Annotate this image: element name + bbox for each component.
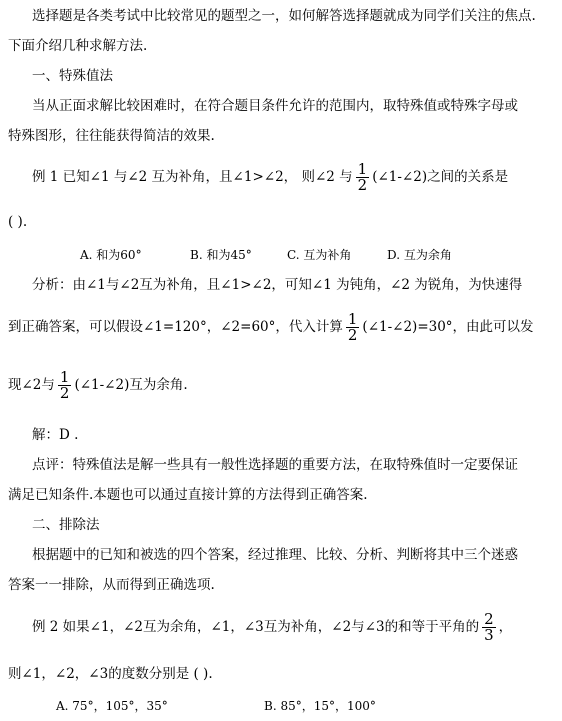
example1-option-b: B. 和为45°: [190, 248, 252, 262]
analysis-fraction-2: [58, 370, 72, 401]
example2-question: [32, 610, 512, 644]
analysis-line-2: [8, 310, 534, 344]
example1-fraction: [356, 162, 370, 193]
fraction-denominator: 2: [357, 176, 368, 194]
section1-desc-line-2: 特殊图形，往往能获得简洁的效果.: [8, 128, 215, 144]
section-heading-elimination: 二、排除法: [32, 517, 100, 533]
example1-text-after: (∠1-∠2)之间的关系是: [372, 169, 509, 185]
example1-paren: ( ).: [8, 214, 28, 230]
analysis-line-1: 分析：由∠1与∠2互为补角，且∠1>∠2，可知∠1 为钝角，∠2 为锐角，为快速得: [32, 277, 523, 293]
example2-option-b: B. 85°，15°，100°: [264, 699, 376, 713]
fraction-numerator: 1: [357, 160, 368, 178]
fraction-denominator: 3: [484, 626, 494, 644]
section1-desc-line-1: 当从正面求解比较困难时，在符合题目条件允许的范围内，取特殊值或特殊字母或: [32, 98, 518, 114]
comment-line-1: 点评：特殊值法是解一些具有一般性选择题的重要方法，在取特殊值时一定要保证: [32, 457, 518, 473]
example2-fraction: [482, 612, 496, 643]
intro-line-1: 选择题是各类考试中比较常见的题型之一，如何解答选择题就成为同学们关注的焦点.: [32, 8, 536, 24]
section-heading-special-value: 一、特殊值法: [32, 68, 113, 84]
example1-option-d: D. 互为余角: [387, 248, 452, 262]
example1-question: [32, 160, 508, 194]
example1-option-c: C. 互为补角: [287, 248, 352, 262]
example1-text-before: 例 1 已知∠1 与∠2 互为补角，且∠1>∠2， 则∠2 与: [32, 169, 353, 185]
intro-line-2: 下面介绍几种求解方法.: [8, 38, 148, 54]
analysis-fraction-1: [346, 312, 360, 343]
fraction-numerator: 1: [347, 310, 358, 328]
fraction-numerator: 2: [484, 610, 494, 628]
analysis-line-3-after: (∠1-∠2)互为余角.: [74, 377, 188, 393]
analysis-line-3: [8, 368, 188, 402]
comment-line-2: 满足已知条件.本题也可以通过直接计算的方法得到正确答案.: [8, 487, 368, 503]
fraction-denominator: 2: [59, 384, 70, 402]
fraction-denominator: 2: [347, 326, 358, 344]
analysis-line-2-before: 到正确答案，可以假设∠1=120°，∠2=60°，代入计算: [8, 319, 343, 335]
solution: 解：D .: [32, 427, 79, 443]
section2-desc-line-2: 答案一一排除，从而得到正确选项.: [8, 577, 215, 593]
example2-line-2: 则∠1，∠2，∠3的度数分别是 ( ).: [8, 666, 213, 682]
analysis-line-3-before: 现∠2与: [8, 377, 55, 393]
fraction-numerator: 1: [59, 368, 70, 386]
example2-option-a: A. 75°，105°，35°: [56, 699, 168, 713]
section2-desc-line-1: 根据题中的已知和被选的四个答案，经过推理、比较、分析、判断将其中三个迷惑: [32, 547, 518, 563]
example1-option-a: A. 和为60°: [80, 248, 142, 262]
example2-text-before: 例 2 如果∠1，∠2互为余角，∠1，∠3互为补角，∠2与∠3的和等于平角的: [32, 619, 480, 635]
analysis-line-2-after: (∠1-∠2)=30°，由此可以发: [362, 319, 534, 335]
example2-text-after: ，: [498, 619, 513, 635]
